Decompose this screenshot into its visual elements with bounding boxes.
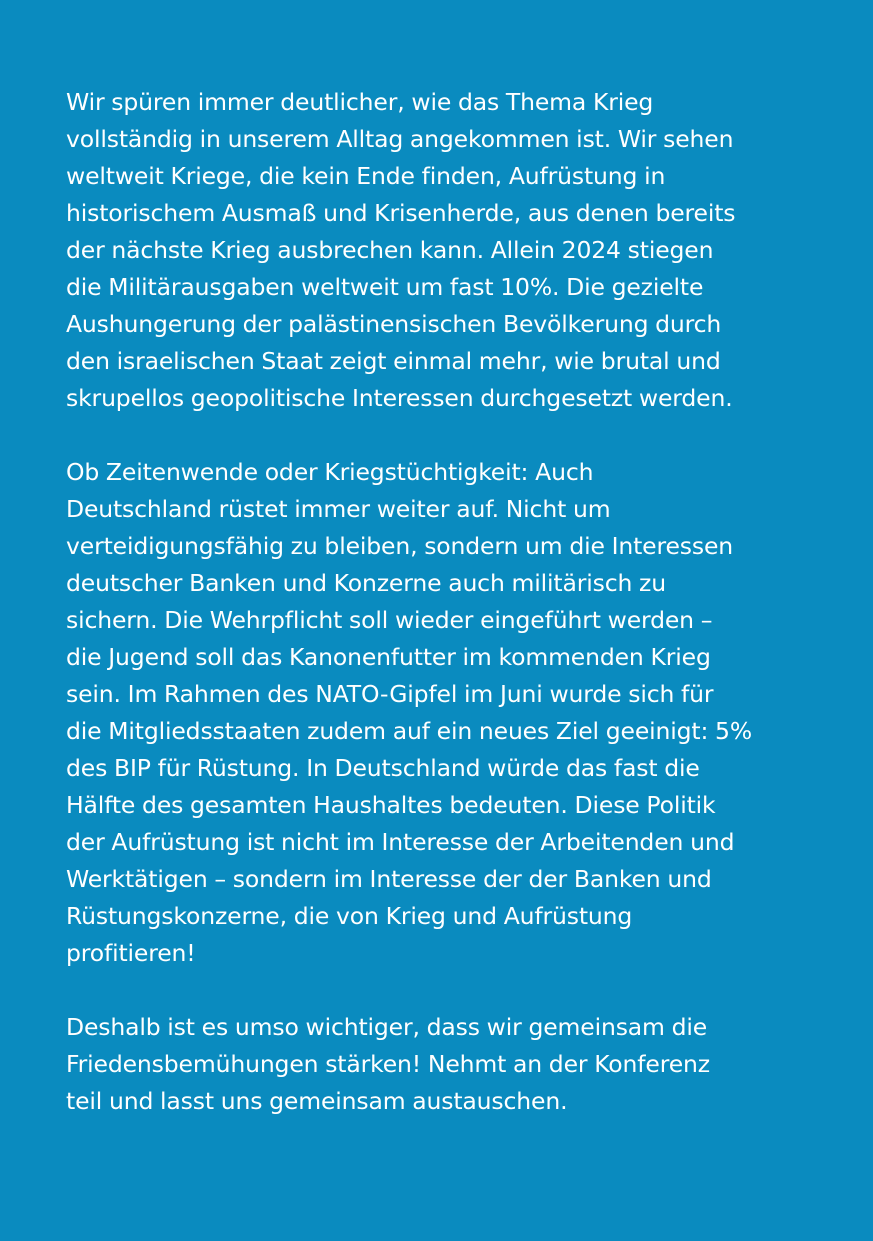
text-line: vollständig in unserem Alltag angekommen ist. Wir sehen [66, 125, 734, 153]
text-line: des BIP für Rüstung. In Deutschland würde das fast die [66, 754, 700, 782]
text-line: Friedensbemühungen stärken! Nehmt an der Konferenz [66, 1050, 710, 1078]
text-line: Deshalb ist es umso wichtiger, dass wir gemeinsam die [66, 1013, 708, 1041]
text-line: Aushungerung der palästinensischen Bevölkerung durch [66, 310, 722, 338]
text-line: skrupellos geopolitische Interessen durchgesetzt werden. [66, 384, 733, 412]
text-line: den israelischen Staat zeigt einmal mehr, wie brutal und [66, 347, 721, 375]
text-line: historischem Ausmaß und Krisenherde, aus denen bereits [66, 199, 736, 227]
text-line: deutscher Banken und Konzerne auch militärisch zu [66, 569, 666, 597]
paragraph-1 [66, 84, 833, 417]
text-line: weltweit Kriege, die kein Ende finden, Aufrüstung in [66, 162, 666, 190]
text-line: die Jugend soll das Kanonenfutter im kommenden Krieg [66, 643, 711, 671]
text-line: der nächste Krieg ausbrechen kann. Allein 2024 stiegen [66, 236, 714, 264]
paragraph-2 [66, 454, 833, 972]
text-line: Rüstungskonzerne, die von Krieg und Aufrüstung [66, 902, 633, 930]
text-line: sichern. Die Wehrpflicht soll wieder eingeführt werden – [66, 606, 713, 634]
text-line: die Mitgliedsstaaten zudem auf ein neues Ziel geeinigt: 5% [66, 717, 753, 745]
text-line: Ob Zeitenwende oder Kriegstüchtigkeit: Auch [66, 458, 594, 486]
text-line: Deutschland rüstet immer weiter auf. Nicht um [66, 495, 611, 523]
text-line: der Aufrüstung ist nicht im Interesse der Arbeitenden und [66, 828, 735, 856]
text-line: Wir spüren immer deutlicher, wie das Thema Krieg [66, 88, 654, 116]
text-line: die Militärausgaben weltweit um fast 10%. Die gezielte [66, 273, 704, 301]
text-line: sein. Im Rahmen des NATO-Gipfel im Juni wurde sich für [66, 680, 714, 708]
body-text [66, 84, 833, 1120]
text-line: Werktätigen – sondern im Interesse der der Banken und [66, 865, 712, 893]
text-line: teil und lasst uns gemeinsam austauschen. [66, 1087, 568, 1115]
text-line: profitieren! [66, 939, 196, 967]
text-line: Hälfte des gesamten Haushaltes bedeuten. Diese Politik [66, 791, 716, 819]
paragraph-3 [66, 1009, 833, 1120]
text-line: verteidigungsfähig zu bleiben, sondern um die Interessen [66, 532, 734, 560]
